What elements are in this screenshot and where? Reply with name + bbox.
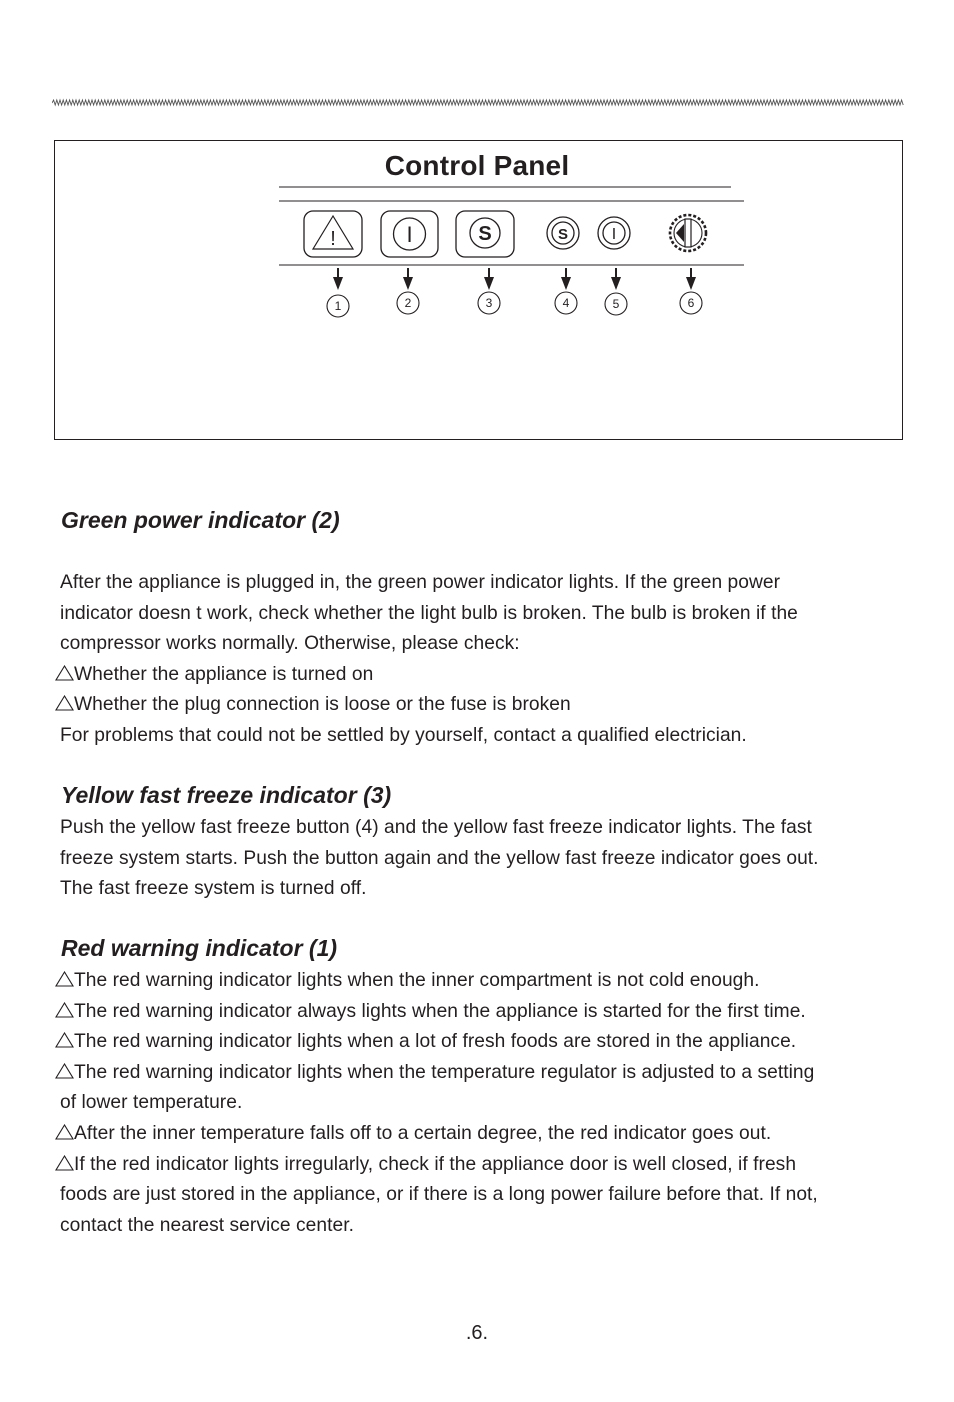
- callout-number: 1: [334, 299, 342, 313]
- arrow-down-icon: [686, 277, 696, 290]
- fast-freeze-button[interactable]: [547, 217, 579, 249]
- power-footer: For problems that could not be settled by yourself, contact a qualified electrician.: [60, 724, 747, 746]
- callout-number: 6: [687, 296, 695, 310]
- arrow-down-icon: [403, 277, 413, 290]
- freeze-body: [60, 813, 905, 905]
- warning-item: If the red indicator lights irregularly, check if the appliance door is well closed, if fresh: [58, 1150, 905, 1181]
- freeze-line: freeze system starts. Push the button again and the yellow fast freeze indicator goes out.: [60, 847, 819, 869]
- fast-freeze-symbol: S: [478, 223, 492, 245]
- freeze-line: The fast freeze system is turned off.: [60, 878, 367, 900]
- triangle-bullet-icon: [55, 1063, 74, 1079]
- power-symbol: I: [406, 222, 413, 247]
- warning-indicator: [304, 211, 362, 257]
- arrow-down-icon: [484, 277, 494, 290]
- callout-4: [555, 268, 577, 314]
- power-switch-symbol: I: [611, 226, 617, 243]
- power-line: compressor works normally. Otherwise, please check:: [60, 633, 520, 655]
- warning-item-continuation: foods are just stored in the appliance, or if there is a long power failure before that. If not,: [60, 1184, 818, 1206]
- warning-item: The red warning indicator lights when the inner compartment is not cold enough.: [58, 966, 905, 997]
- callout-6: [680, 268, 702, 314]
- callout-number: 5: [612, 297, 620, 311]
- power-heading: Green power indicator (2): [61, 507, 340, 533]
- arrow-down-icon: [611, 277, 621, 290]
- warning-item: The red warning indicator lights when a lot of fresh foods are stored in the appliance.: [58, 1027, 905, 1058]
- warning-item-continuation: contact the nearest service center.: [60, 1214, 354, 1236]
- warning-symbol: !: [330, 228, 336, 250]
- power-line: After the appliance is plugged in, the green power indicator lights. If the green power: [60, 572, 781, 593]
- temperature-knob[interactable]: [670, 215, 706, 251]
- arrow-down-icon: [333, 277, 343, 290]
- callout-3: [478, 268, 500, 314]
- callout-number: 2: [404, 296, 412, 310]
- page-number: .6.: [465, 1322, 489, 1344]
- power-bullet: Whether the appliance is turned on: [58, 660, 905, 691]
- fast-freeze-indicator: [456, 211, 514, 257]
- callout-arrows: [327, 268, 702, 317]
- triangle-bullet-icon: [55, 665, 74, 681]
- power-switch[interactable]: [598, 217, 630, 249]
- triangle-bullet-icon: [55, 1124, 74, 1140]
- triangle-bullet-icon: [55, 695, 74, 711]
- power-bullet: Whether the plug connection is loose or the fuse is broken: [58, 690, 905, 721]
- callout-5: [605, 268, 627, 315]
- power-body: [60, 568, 905, 752]
- warning-item-continuation: of lower temperature.: [60, 1092, 243, 1114]
- warning-list: [60, 966, 905, 1241]
- arrow-down-icon: [561, 277, 571, 290]
- triangle-bullet-icon: [55, 1155, 74, 1171]
- callout-1: [327, 268, 349, 317]
- triangle-bullet-icon: [55, 1002, 74, 1018]
- callout-2: [397, 268, 419, 314]
- triangle-bullet-icon: [55, 971, 74, 987]
- triangle-bullet-icon: [55, 1032, 74, 1048]
- warning-item: The red warning indicator lights when the temperature regulator is adjusted to a setting: [58, 1058, 905, 1089]
- warning-item: The red warning indicator always lights when the appliance is started for the first time.: [58, 997, 905, 1028]
- control-panel-title: Control Panel: [384, 150, 570, 181]
- callout-number: 3: [485, 296, 493, 310]
- freeze-heading: Yellow fast freeze indicator (3): [61, 782, 392, 808]
- freeze-line: Push the yellow fast freeze button (4) and the yellow fast freeze indicator lights. The fast: [60, 817, 812, 838]
- callout-number: 4: [562, 296, 570, 310]
- fast-freeze-button-symbol: S: [557, 226, 569, 243]
- warning-heading: Red warning indicator (1): [61, 935, 338, 961]
- warning-item: After the inner temperature falls off to a certain degree, the red indicator goes out.: [58, 1119, 905, 1150]
- power-indicator: [381, 211, 438, 257]
- control-panel-diagram: [0, 0, 954, 460]
- power-line: indicator doesn t work, check whether the light bulb is broken. The bulb is broken if the: [60, 602, 798, 624]
